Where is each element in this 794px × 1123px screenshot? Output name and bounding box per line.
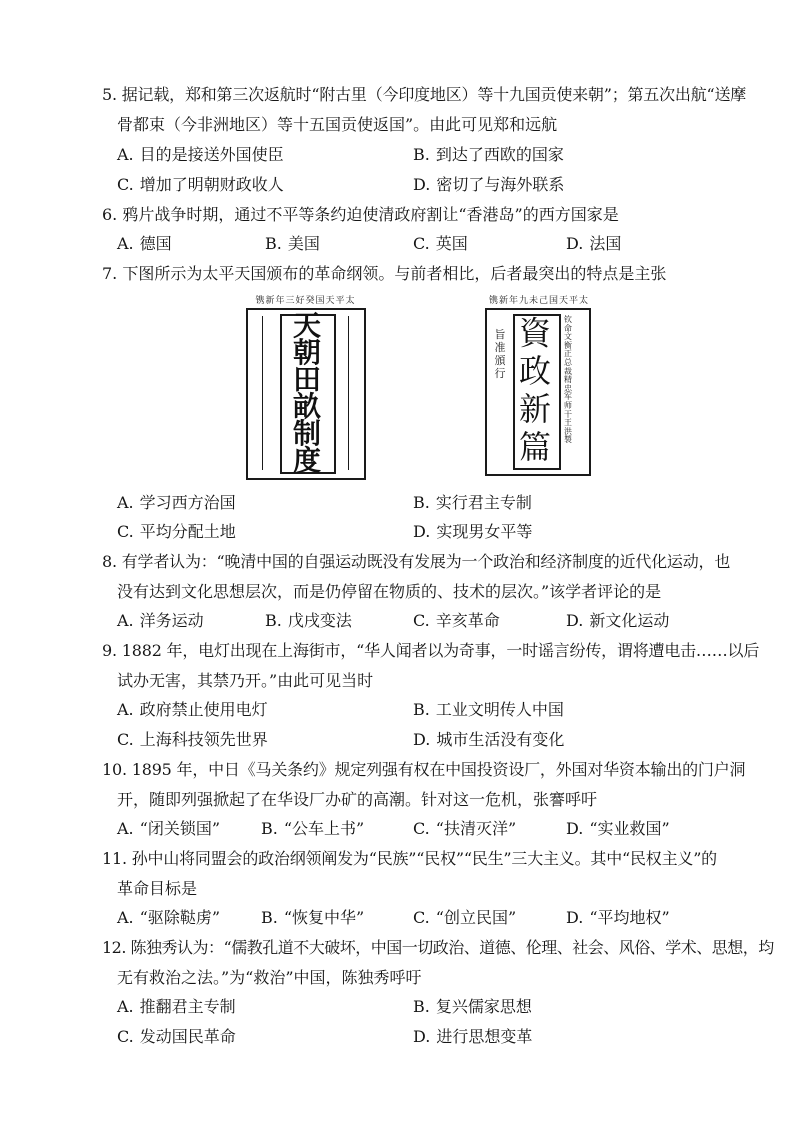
q8-stem-line1: 8. 有学者认为：“晚清中国的自强运动既没有发展为一个政治和经济制度的近代化运动，也	[102, 552, 731, 571]
figure-right-title: 資政新篇	[518, 314, 551, 466]
q6-stem-line1: 6. 鸦片战争时期，通过不平等条约迫使清政府割让“香港岛”的西方国家是	[102, 205, 619, 224]
q5-stem-line1: 5. 据记载，郑和第三次返航时“附古里（今印度地区）等十九国贡使来朝”；第五次出航“送摩	[102, 85, 747, 104]
q12-option-b: B. 复兴儒家思想	[413, 997, 532, 1016]
q11-option-c: C. “创立民国”	[413, 908, 517, 927]
figure-right-side-right: 钦命文衡正总裁精忠军师干王洪 製	[564, 315, 572, 445]
q10-stem-line2: 开，随即列强掀起了在华设厂办矿的高潮。针对这一危机，张謇呼吁	[117, 790, 598, 809]
q9-option-a: A. 政府禁止使用电灯	[117, 700, 268, 719]
q7-option-a: A. 学习西方治国	[117, 493, 236, 512]
q9-option-d: D. 城市生活没有变化	[413, 730, 565, 749]
q12-stem-line1: 12. 陈独秀认为：“儒教孔道不大破坏，中国一切政治、道德、伦理、社会、风俗、学术、思想，均	[102, 938, 774, 957]
figure-left-top-text: 镌新年三好癸国天平太	[255, 296, 356, 306]
q8-option-c: C. 辛亥革命	[413, 611, 500, 630]
q8-stem-line2: 没有达到文化思想层次，而是仍停留在物质的、技术的层次。”该学者评论的是	[117, 582, 662, 601]
q8-option-a: A. 洋务运动	[117, 611, 204, 630]
q6-option-c: C. 英国	[413, 234, 468, 253]
figure-right-top-text: 镌新年九未己国天平太	[488, 296, 589, 306]
q10-option-d: D. “实业救国”	[566, 819, 670, 838]
q10-option-a: A. “闭关锁国”	[117, 819, 221, 838]
q7-option-c: C. 平均分配土地	[117, 522, 236, 541]
q8-option-b: B. 戊戌变法	[265, 611, 352, 630]
q9-stem-line1: 9. 1882 年，电灯出现在上海街市，“华人闻者以为奇事，一时谣言纷传，谓将遭电击……以后	[102, 641, 760, 660]
q10-stem-line1: 10. 1895 年，中日《马关条约》规定列强有权在中国投资设厂，外国对华资本输出的门户洞	[102, 760, 746, 779]
q5-option-c: C. 增加了明朝财政收人	[117, 175, 284, 194]
q9-option-c: C. 上海科技领先世界	[117, 730, 268, 749]
q12-option-d: D. 进行思想变革	[413, 1027, 533, 1046]
q11-option-d: D. “平均地权”	[566, 908, 670, 927]
figure-right-side-left: 旨准頒行	[494, 328, 506, 380]
q7-option-d: D. 实现男女平等	[413, 522, 533, 541]
q11-stem-line1: 11. 孙中山将同盟会的政治纲领阐发为“民族”“民权”“民生”三大主义。其中“民权主义”的	[102, 849, 717, 868]
q9-option-b: B. 工业文明传人中国	[413, 700, 564, 719]
q11-stem-line2: 革命目标是	[117, 879, 198, 898]
q12-stem-line2: 无有救治之法。”为“救治”中国，陈独秀呼吁	[117, 968, 422, 987]
q6-option-b: B. 美国	[265, 234, 320, 253]
q6-option-d: D. 法国	[566, 234, 622, 253]
q11-option-b: B. “恢复中华”	[261, 908, 365, 927]
q6-option-a: A. 德国	[117, 234, 172, 253]
q7-option-b: B. 实行君主专制	[413, 493, 532, 512]
q12-option-a: A. 推翻君主专制	[117, 997, 236, 1016]
q8-option-d: D. 新文化运动	[566, 611, 670, 630]
q10-option-b: B. “公车上书”	[261, 819, 365, 838]
q11-option-a: A. “驱除鞑虏”	[117, 908, 221, 927]
q5-option-a: A. 目的是接送外国使臣	[117, 145, 284, 164]
figure-left-title: 天朝田畝制度	[292, 309, 321, 477]
q5-option-d: D. 密切了与海外联系	[413, 175, 565, 194]
q10-option-c: C. “扶清灭洋”	[413, 819, 517, 838]
q7-stem-line1: 7. 下图所示为太平天国颁布的革命纲领。与前者相比，后者最突出的特点是主张	[102, 264, 667, 283]
q9-stem-line2: 试办无害，其禁乃开。”由此可见当时	[117, 671, 374, 690]
q5-option-b: B. 到达了西欧的国家	[413, 145, 564, 164]
q5-stem-line2: 骨都束（今非洲地区）等十五国贡使返国”。由此可见郑和远航	[117, 115, 558, 134]
q12-option-c: C. 发动国民革命	[117, 1027, 236, 1046]
